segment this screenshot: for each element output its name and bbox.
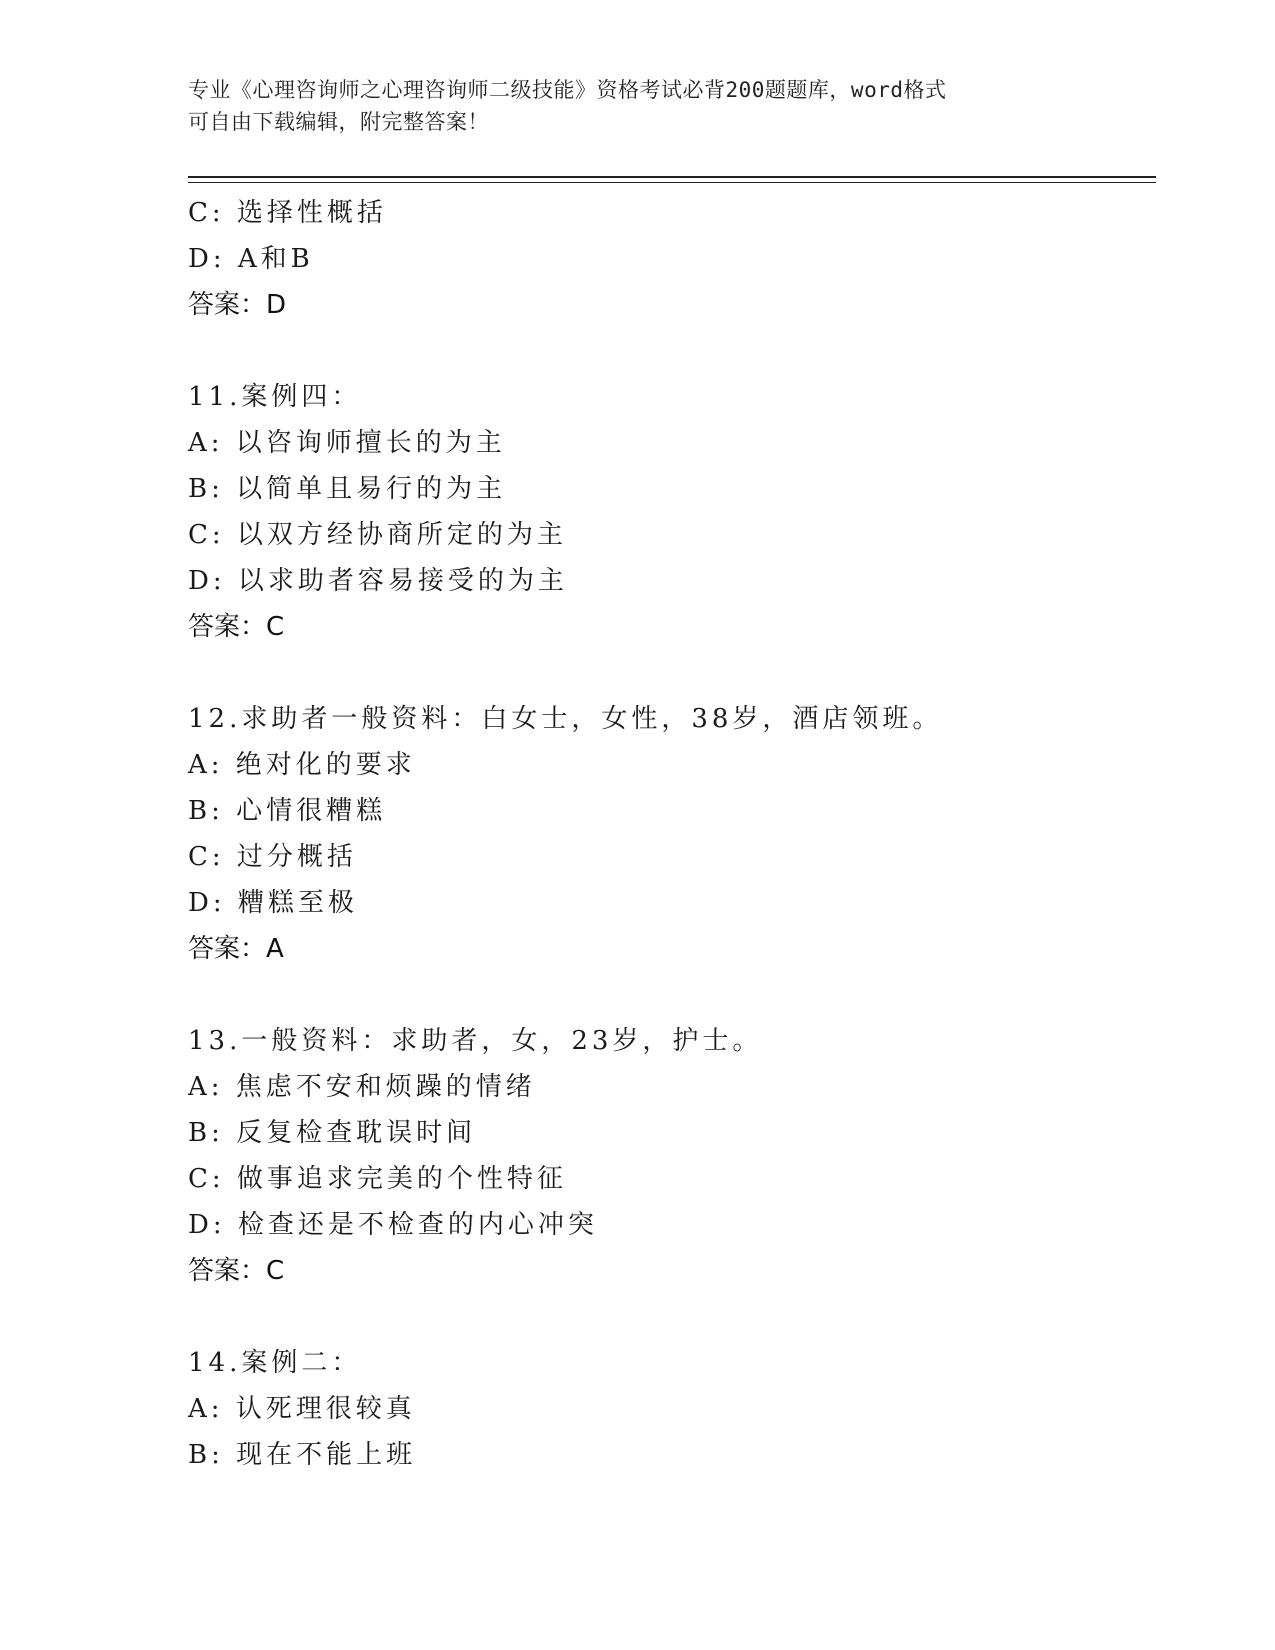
- option-line: B: 反复检查耽误时间: [188, 1118, 477, 1148]
- option-line: C: 选择性概括: [188, 198, 387, 228]
- header-line-2: 可自由下载编辑，附完整答案！: [188, 110, 489, 134]
- option-line: A: 以咨询师擅长的为主: [188, 428, 506, 458]
- spacer: [188, 972, 1148, 1018]
- question-title: 11.案例四：: [188, 382, 362, 412]
- option-line: A: 绝对化的要求: [188, 750, 416, 780]
- answer-line: 答案：D: [188, 290, 287, 320]
- option-line: C: 做事追求完美的个性特征: [188, 1164, 567, 1194]
- answer-line: 答案：C: [188, 1256, 285, 1286]
- answer-line: 答案：C: [188, 612, 285, 642]
- question-14: [188, 1340, 1148, 1478]
- spacer: [188, 650, 1148, 696]
- header-rule-thin: [188, 182, 1156, 183]
- question-11: [188, 374, 1148, 650]
- spacer: [188, 1294, 1148, 1340]
- option-line: A: 焦虑不安和烦躁的情绪: [188, 1072, 536, 1102]
- document-header: [188, 74, 1088, 138]
- option-line: D: 检查还是不检查的内心冲突: [188, 1210, 598, 1240]
- question-title: 12.求助者一般资料：白女士，女性，38岁，酒店领班。: [188, 704, 943, 734]
- question-title: 13.一般资料：求助者，女，23岁，护士。: [188, 1026, 763, 1056]
- option-line: D: A和B: [188, 244, 314, 274]
- header-rule-thick: [188, 176, 1156, 178]
- option-line: B: 以简单且易行的为主: [188, 474, 507, 504]
- option-line: B: 心情很糟糕: [188, 796, 387, 826]
- question-title: 14.案例二：: [188, 1348, 362, 1378]
- option-line: C: 以双方经协商所定的为主: [188, 520, 567, 550]
- question-12: [188, 696, 1148, 972]
- option-line: D: 糟糕至极: [188, 888, 358, 918]
- question-13: [188, 1018, 1148, 1294]
- continuation-block: [188, 190, 1148, 328]
- question-content: [188, 190, 1148, 1478]
- option-line: A: 认死理很较真: [188, 1394, 416, 1424]
- option-line: B: 现在不能上班: [188, 1440, 417, 1470]
- option-line: C: 过分概括: [188, 842, 357, 872]
- spacer: [188, 328, 1148, 374]
- header-line-1: 专业《心理咨询师之心理咨询师二级技能》资格考试必背200题题库，word格式: [188, 78, 947, 102]
- option-line: D: 以求助者容易接受的为主: [188, 566, 568, 596]
- answer-line: 答案：A: [188, 934, 284, 964]
